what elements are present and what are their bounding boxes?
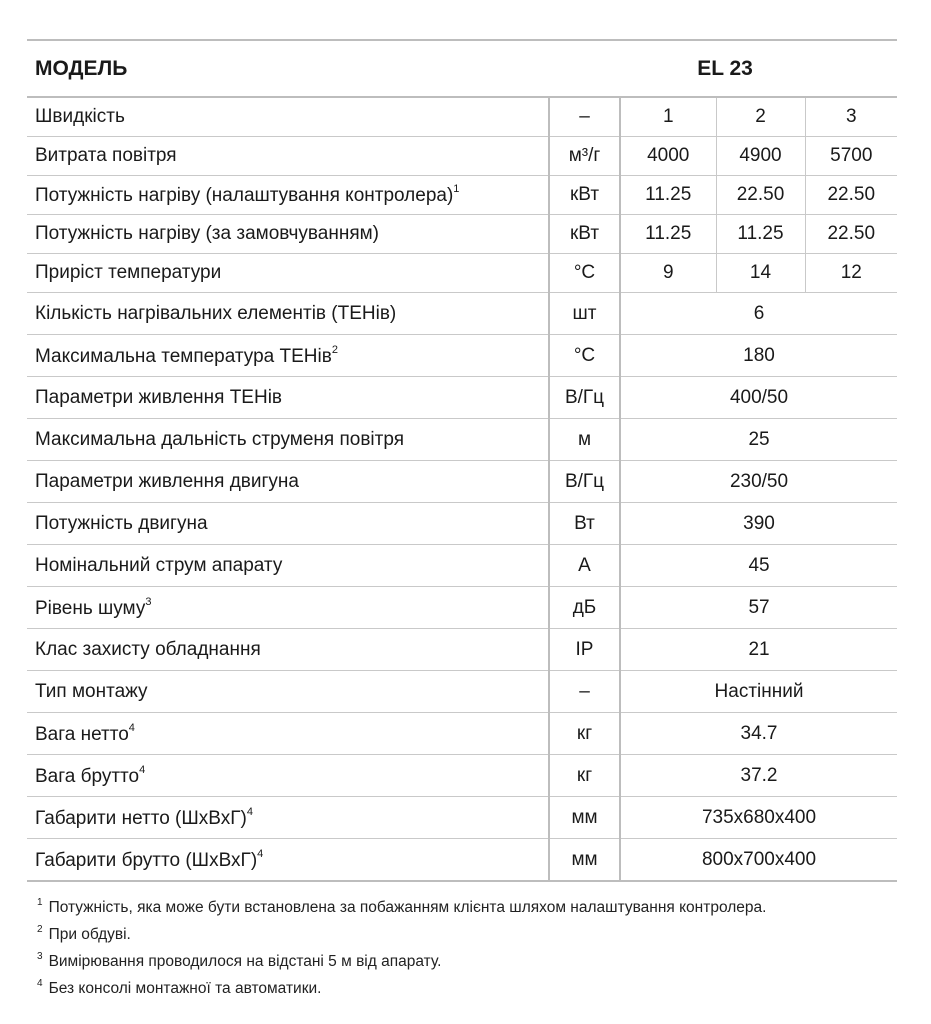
row-value: 22.50 bbox=[716, 176, 805, 215]
spec-table bbox=[27, 39, 897, 882]
row-value: 6 bbox=[620, 293, 897, 335]
row-value: Настінний bbox=[620, 671, 897, 713]
footnote bbox=[37, 919, 766, 946]
row-value: 22.50 bbox=[805, 215, 897, 254]
row-unit: м bbox=[549, 419, 620, 461]
row-label-text: Вага брутто bbox=[35, 765, 140, 787]
footnote-number: 4 bbox=[37, 978, 43, 989]
row-value: 11.25 bbox=[716, 215, 805, 254]
row-label-text: Габарити нетто (ШхВхГ) bbox=[35, 807, 247, 829]
table-row bbox=[27, 97, 897, 137]
row-label-text: Швидкість bbox=[35, 106, 125, 127]
table-row bbox=[27, 461, 897, 503]
row-unit: кВт bbox=[549, 176, 620, 215]
row-label bbox=[27, 176, 549, 215]
row-label bbox=[27, 503, 549, 545]
row-value: 4000 bbox=[620, 137, 716, 176]
footnote-number: 2 bbox=[37, 924, 43, 935]
row-unit: кг bbox=[549, 755, 620, 797]
row-unit: А bbox=[549, 545, 620, 587]
row-value: 11.25 bbox=[620, 215, 716, 254]
table-row bbox=[27, 755, 897, 797]
row-unit: – bbox=[549, 671, 620, 713]
table-row bbox=[27, 377, 897, 419]
row-label-text: Клас захисту обладнання bbox=[35, 638, 261, 660]
row-label bbox=[27, 215, 549, 254]
row-unit: шт bbox=[549, 293, 620, 335]
row-label-text: Максимальна температура ТЕНів bbox=[35, 345, 332, 367]
row-label bbox=[27, 587, 549, 629]
row-value: 57 bbox=[620, 587, 897, 629]
row-unit: Вт bbox=[549, 503, 620, 545]
row-label-text: Габарити брутто (ШхВхГ) bbox=[35, 849, 258, 871]
table-row bbox=[27, 797, 897, 839]
row-unit: °C bbox=[549, 335, 620, 377]
footnote-number: 3 bbox=[37, 951, 43, 962]
row-label-text: Витрата повітря bbox=[35, 145, 177, 166]
footnote bbox=[37, 973, 766, 1000]
row-unit: – bbox=[549, 97, 620, 137]
row-label bbox=[27, 629, 549, 671]
table-row bbox=[27, 293, 897, 335]
model-value: EL 23 bbox=[549, 40, 897, 97]
row-value: 34.7 bbox=[620, 713, 897, 755]
row-value: 2 bbox=[716, 97, 805, 137]
footnote-ref: 4 bbox=[246, 805, 253, 818]
model-label: МОДЕЛЬ bbox=[27, 40, 549, 97]
row-label bbox=[27, 377, 549, 419]
footnote-text: Вимірювання проводилося на відстані 5 м від апарату. bbox=[48, 953, 442, 970]
table-row bbox=[27, 503, 897, 545]
table-row bbox=[27, 419, 897, 461]
row-value: 1 bbox=[620, 97, 716, 137]
row-value: 25 bbox=[620, 419, 897, 461]
row-label-text: Потужність нагріву (за замовчуванням) bbox=[35, 223, 380, 244]
row-unit: кВт bbox=[549, 215, 620, 254]
footnote-ref: 4 bbox=[128, 721, 135, 734]
row-value: 800x700x400 bbox=[620, 839, 897, 882]
row-unit: В/Гц bbox=[549, 377, 620, 419]
table-row bbox=[27, 839, 897, 882]
table-row bbox=[27, 671, 897, 713]
row-label bbox=[27, 137, 549, 176]
row-label bbox=[27, 755, 549, 797]
row-value: 37.2 bbox=[620, 755, 897, 797]
row-value: 5700 bbox=[805, 137, 897, 176]
footnote-number: 1 bbox=[37, 897, 43, 908]
row-unit: дБ bbox=[549, 587, 620, 629]
row-value: 14 bbox=[716, 254, 805, 293]
row-label-text: Потужність двигуна bbox=[35, 512, 208, 534]
row-unit: В/Гц bbox=[549, 461, 620, 503]
row-label bbox=[27, 671, 549, 713]
row-unit: мм bbox=[549, 839, 620, 882]
row-label bbox=[27, 797, 549, 839]
row-label-text: Кількість нагрівальних елементів (ТЕНів) bbox=[35, 302, 397, 324]
row-unit: кг bbox=[549, 713, 620, 755]
table-row bbox=[27, 137, 897, 176]
row-label-text: Максимальна дальність струменя повітря bbox=[35, 428, 404, 450]
row-value: 12 bbox=[805, 254, 897, 293]
table-row bbox=[27, 335, 897, 377]
footnote-ref: 4 bbox=[257, 847, 264, 860]
row-label-text: Номінальний струм апарату bbox=[35, 554, 283, 576]
row-label bbox=[27, 713, 549, 755]
table-row bbox=[27, 629, 897, 671]
footnote-text: При обдуві. bbox=[48, 926, 131, 943]
row-value: 4900 bbox=[716, 137, 805, 176]
row-label bbox=[27, 545, 549, 587]
row-value: 3 bbox=[805, 97, 897, 137]
row-label bbox=[27, 419, 549, 461]
row-label-text: Тип монтажу bbox=[35, 680, 148, 702]
row-unit: мм bbox=[549, 797, 620, 839]
row-label bbox=[27, 293, 549, 335]
row-label-text: Приріст температури bbox=[35, 262, 222, 283]
table-row bbox=[27, 545, 897, 587]
table-row bbox=[27, 713, 897, 755]
table-row bbox=[27, 254, 897, 293]
row-label-text: Вага нетто bbox=[35, 723, 129, 745]
table-row bbox=[27, 215, 897, 254]
footnote-ref: 4 bbox=[139, 763, 146, 776]
row-unit: м³/г bbox=[549, 137, 620, 176]
table-row bbox=[27, 587, 897, 629]
model-header-row bbox=[27, 40, 897, 97]
row-value: 180 bbox=[620, 335, 897, 377]
footnote-ref: 3 bbox=[145, 595, 152, 608]
row-label bbox=[27, 335, 549, 377]
row-label-text: Параметри живлення двигуна bbox=[35, 470, 299, 492]
footnote bbox=[37, 946, 766, 973]
footnote bbox=[37, 892, 766, 919]
row-label bbox=[27, 461, 549, 503]
row-unit: °C bbox=[549, 254, 620, 293]
row-value: 9 bbox=[620, 254, 716, 293]
row-value: 230/50 bbox=[620, 461, 897, 503]
table-row bbox=[27, 176, 897, 215]
row-value: 735x680x400 bbox=[620, 797, 897, 839]
footnote-ref: 2 bbox=[331, 343, 338, 356]
row-value: 22.50 bbox=[805, 176, 897, 215]
row-label-text: Потужність нагріву (налаштування контролера) bbox=[35, 185, 454, 206]
footnote-text: Без консолі монтажної та автоматики. bbox=[48, 980, 322, 997]
row-value: 21 bbox=[620, 629, 897, 671]
footnotes bbox=[37, 892, 766, 1000]
row-label bbox=[27, 254, 549, 293]
footnote-text: Потужність, яка може бути встановлена за побажанням клієнта шляхом налаштування контролера. bbox=[48, 899, 767, 916]
row-value: 45 bbox=[620, 545, 897, 587]
row-label bbox=[27, 97, 549, 137]
row-label bbox=[27, 839, 549, 882]
row-unit: IP bbox=[549, 629, 620, 671]
row-label-text: Параметри живлення ТЕНів bbox=[35, 386, 283, 408]
row-value: 390 bbox=[620, 503, 897, 545]
row-label-text: Рівень шуму bbox=[35, 597, 146, 619]
footnote-ref: 1 bbox=[453, 183, 460, 195]
row-value: 11.25 bbox=[620, 176, 716, 215]
row-value: 400/50 bbox=[620, 377, 897, 419]
